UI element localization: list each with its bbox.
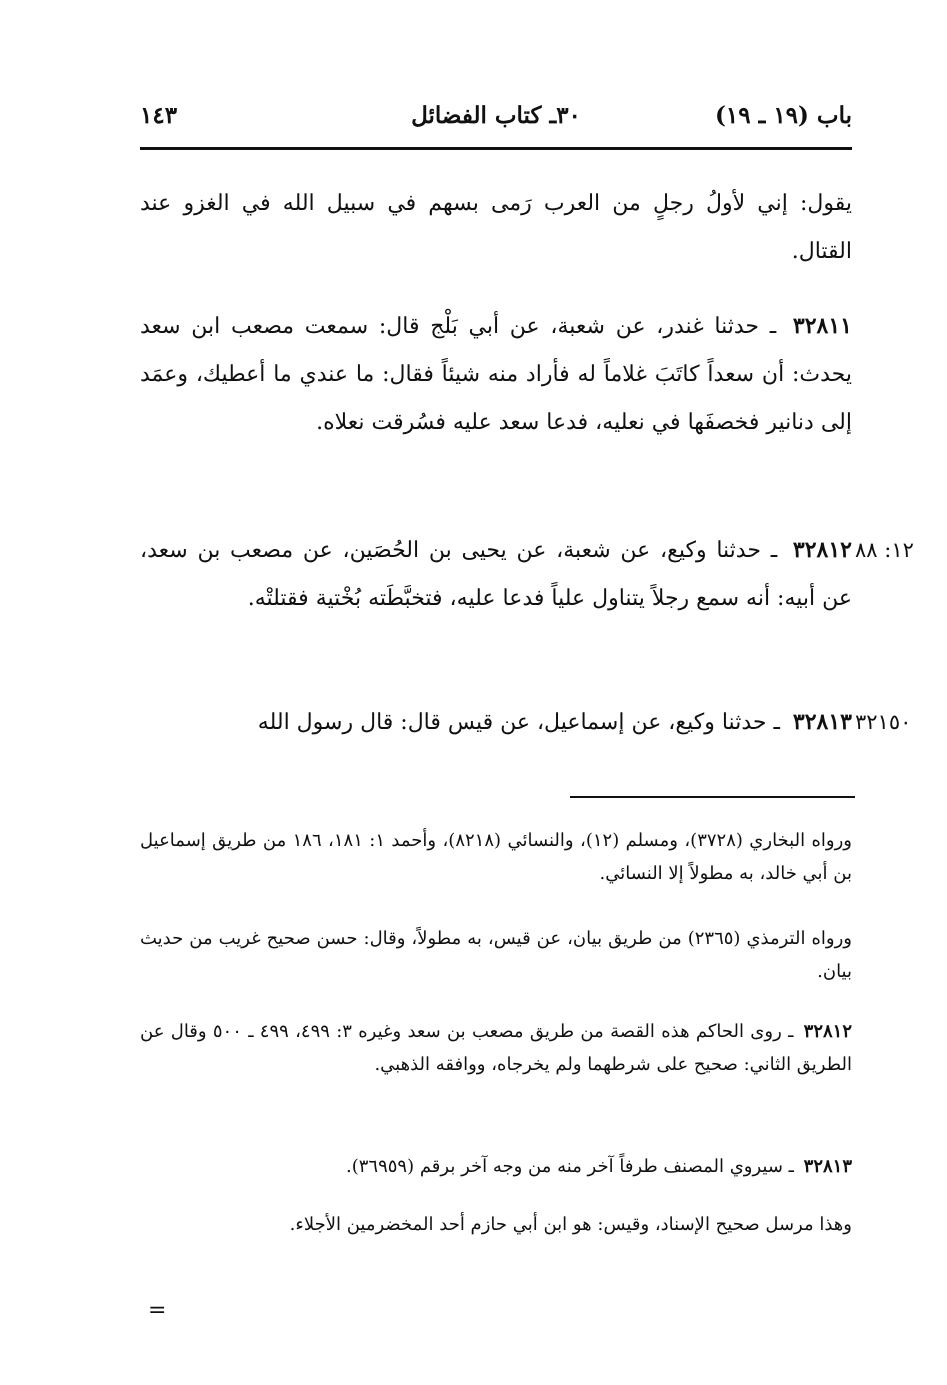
footnote-text: ورواه البخاري (٣٧٢٨)، ومسلم (١٢)، والنسائي (٨٢١٨)، وأحمد ١: ١٨١، ١٨٦ من طريق إسماعيل بن أبي خالد، به مطولاً إلا النسائي. — [140, 830, 852, 884]
hadith-32812 — [140, 526, 852, 623]
continuation-mark: = — [148, 1298, 167, 1323]
footnote-number: ٣٢٨١٢ — [803, 1021, 852, 1042]
margin-reference: ٣٢١٥٠ — [855, 710, 912, 734]
footnote — [140, 824, 852, 890]
footnote-separator — [570, 796, 855, 798]
footnote-text: ورواه الترمذي (٢٣٦٥) من طريق بيان، عن قيس، به مطولاً، وقال: حسن صحيح غريب من حديث بيان. — [140, 928, 852, 982]
footnote-text: ـ روى الحاكم هذه القصة من طريق مصعب بن سعد وغيره ٣: ٤٩٩، ٤٩٩ ـ ٥٠٠ وقال عن الطريق الثاني: صحيح على شرطهما ولم يخرجاه، ووافقه الذهبي. — [140, 1021, 852, 1075]
footnote — [140, 1015, 852, 1081]
footnote-text: وهذا مرسل صحيح الإسناد، وقيس: هو ابن أبي حازم أحد المخضرمين الأجلاء. — [289, 1214, 852, 1235]
footnote-text: ـ سيروي المصنف طرفاً آخر منه من وجه آخر برقم (٣٦٩٥٩). — [345, 1156, 794, 1177]
hadith-text: ـ حدثنا وكيع، عن شعبة، عن يحيى بن الحُصَين، عن مصعب بن سعد، عن أبيه: أنه سمع رجلاً يتناول علياً فدعا عليه، فتخبَّطَته بُخْتية فقتلتْه. — [140, 538, 852, 611]
footnote — [140, 922, 852, 988]
page-header — [140, 96, 852, 140]
hadith-number: ٣٢٨١١ — [792, 313, 852, 339]
margin-reference: ١٢: ٨٨ — [855, 538, 914, 562]
footnote — [140, 1208, 852, 1241]
hadith-32813 — [140, 698, 852, 747]
chapter-heading: باب (١٩ ـ ١٩) — [714, 102, 852, 129]
header-rule — [140, 147, 852, 150]
footnote-number: ٣٢٨١٣ — [803, 1156, 852, 1177]
paragraph-continuation — [140, 180, 852, 276]
hadith-number: ٣٢٨١٢ — [792, 537, 852, 563]
hadith-text: ـ حدثنا غندر، عن شعبة، عن أبي بَلْج قال: سمعت مصعب ابن سعد يحدث: أن سعداً كاتَبَ غلاماً له فأراد منه شيئاً فقال: ما عندي ما أعطيك، وعمَد إلى دنانير فخصفَها في نعليه، فدعا سعد عليه فسُرقت نعلاه. — [140, 314, 852, 435]
paragraph-text: يقول: إني لأولُ رجلٍ من العرب رَمى بسهم في سبيل الله في الغزو عند القتال. — [140, 191, 852, 264]
page-number: ١٤٣ — [140, 102, 178, 129]
hadith-text: ـ حدثنا وكيع، عن إسماعيل، عن قيس قال: قال رسول الله — [257, 710, 780, 735]
footnote — [140, 1150, 852, 1183]
hadith-number: ٣٢٨١٣ — [792, 709, 852, 735]
book-title: ٣٠ـ كتاب الفضائل — [411, 102, 581, 129]
hadith-32811 — [140, 302, 852, 447]
